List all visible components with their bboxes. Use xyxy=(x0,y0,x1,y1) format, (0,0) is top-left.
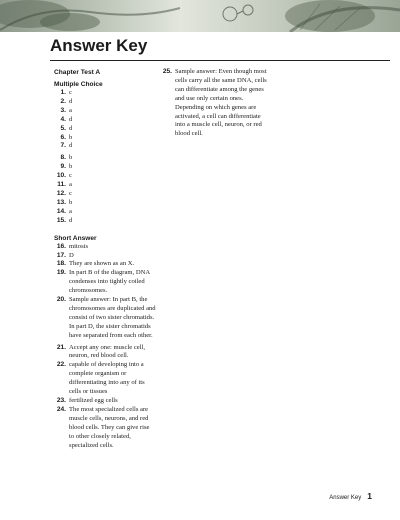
answer-item xyxy=(54,89,156,98)
answer-item xyxy=(54,252,156,261)
short-answer-heading: Short Answer xyxy=(54,234,97,242)
answer-item xyxy=(54,260,156,269)
footer-label: Answer Key xyxy=(329,495,362,501)
chapter-heading: Chapter Test A xyxy=(54,69,101,76)
answer-text: a xyxy=(69,106,72,114)
answer-text: b xyxy=(69,198,73,206)
answer-text: Sample answer: In part B, the chromosomes are duplicated and consist of two sister chromatids. In part D, the sister chromatids have separated from each other. xyxy=(69,296,156,339)
question-number: 10. xyxy=(56,172,66,180)
leaf-cell-illustration xyxy=(0,0,400,32)
answer-item xyxy=(54,181,156,190)
question-number: 13. xyxy=(56,198,66,206)
answer-item xyxy=(54,208,156,217)
answer-text: c xyxy=(69,172,72,180)
question-number: 14. xyxy=(56,207,66,215)
page-title: Answer Key xyxy=(50,36,148,55)
answer-text: Sample answer: Even though most cells carry all the same DNA, cells can differentiate among the genes and use only certain ones. Depending on which genes are activated, a cell can differentiate into a muscle cell, neuron, or red blood cell. xyxy=(175,68,267,138)
answer-text: d xyxy=(69,97,73,105)
answer-text: b xyxy=(69,163,73,171)
answer-column-right xyxy=(160,68,272,139)
answer-item xyxy=(54,217,156,226)
question-number: 20. xyxy=(56,296,66,304)
question-number: 3. xyxy=(60,106,66,114)
title-bar xyxy=(50,36,390,61)
question-number: 4. xyxy=(60,115,66,123)
answer-text: Accept any one: muscle cell, neuron, red blood cell. xyxy=(69,343,145,360)
answer-text: d xyxy=(69,115,73,123)
multiple-choice-heading: Multiple Choice xyxy=(54,81,103,88)
answer-text: a xyxy=(69,181,72,189)
question-number: 1. xyxy=(60,89,66,96)
answer-text: d xyxy=(69,124,73,132)
answer-text: d xyxy=(69,142,73,150)
answer-item xyxy=(54,344,156,362)
answer-item xyxy=(54,397,156,406)
answer-text: In part B of the diagram, DNA condenses into tightly coiled chromosomes. xyxy=(69,269,150,295)
question-number: 24. xyxy=(56,405,66,413)
answer-column-left xyxy=(54,68,156,450)
answer-text: capable of developing into a complete organism or differentiating into any of its cells or tissues xyxy=(69,361,145,396)
question-number: 16. xyxy=(56,242,66,250)
answer-item xyxy=(54,199,156,208)
page-number: 1 xyxy=(367,491,372,501)
answer-item xyxy=(54,172,156,181)
answer-item xyxy=(54,361,156,397)
question-number: 8. xyxy=(60,154,66,162)
answer-text: b xyxy=(69,133,73,141)
question-number: 23. xyxy=(56,397,66,404)
question-number: 12. xyxy=(56,189,66,197)
answer-item xyxy=(54,243,156,252)
page-footer xyxy=(329,491,372,501)
answer-item xyxy=(54,269,156,296)
answer-text: c xyxy=(69,189,72,197)
answer-text: b xyxy=(69,154,73,162)
question-number: 21. xyxy=(56,343,66,351)
answer-item xyxy=(54,163,156,172)
answer-text: mitosis xyxy=(69,242,89,250)
answer-item xyxy=(54,134,156,143)
question-number: 5. xyxy=(60,124,66,132)
answer-item xyxy=(54,116,156,125)
question-number: 9. xyxy=(60,163,66,171)
answer-text: The most specialized cells are muscle cells, neurons, and red blood cells. They can give rise to other closely related, specialized cells. xyxy=(69,405,150,449)
question-number: 15. xyxy=(56,216,66,224)
answer-text: c xyxy=(69,89,72,96)
answer-item xyxy=(54,142,156,151)
question-number: 17. xyxy=(56,251,66,259)
answer-text: a xyxy=(69,207,72,215)
question-number: 25. xyxy=(162,68,172,75)
answer-item xyxy=(54,125,156,134)
answer-item xyxy=(54,296,156,341)
answer-text: D xyxy=(69,251,74,259)
answer-text: d xyxy=(69,216,73,224)
answer-item xyxy=(54,154,156,163)
answer-item xyxy=(54,107,156,116)
question-number: 18. xyxy=(56,260,66,268)
question-number: 22. xyxy=(56,361,66,369)
answer-item xyxy=(54,190,156,199)
question-number: 2. xyxy=(60,97,66,105)
header-banner-image xyxy=(0,0,400,32)
answer-item xyxy=(160,68,272,139)
question-number: 19. xyxy=(56,269,66,277)
question-number: 11. xyxy=(57,181,66,189)
answer-text: They are shown as an X. xyxy=(69,260,135,268)
answer-item xyxy=(54,98,156,107)
question-number: 6. xyxy=(60,133,66,141)
answer-item xyxy=(54,406,156,451)
answer-text: fertilized egg cells xyxy=(69,397,118,404)
question-number: 7. xyxy=(60,142,66,150)
